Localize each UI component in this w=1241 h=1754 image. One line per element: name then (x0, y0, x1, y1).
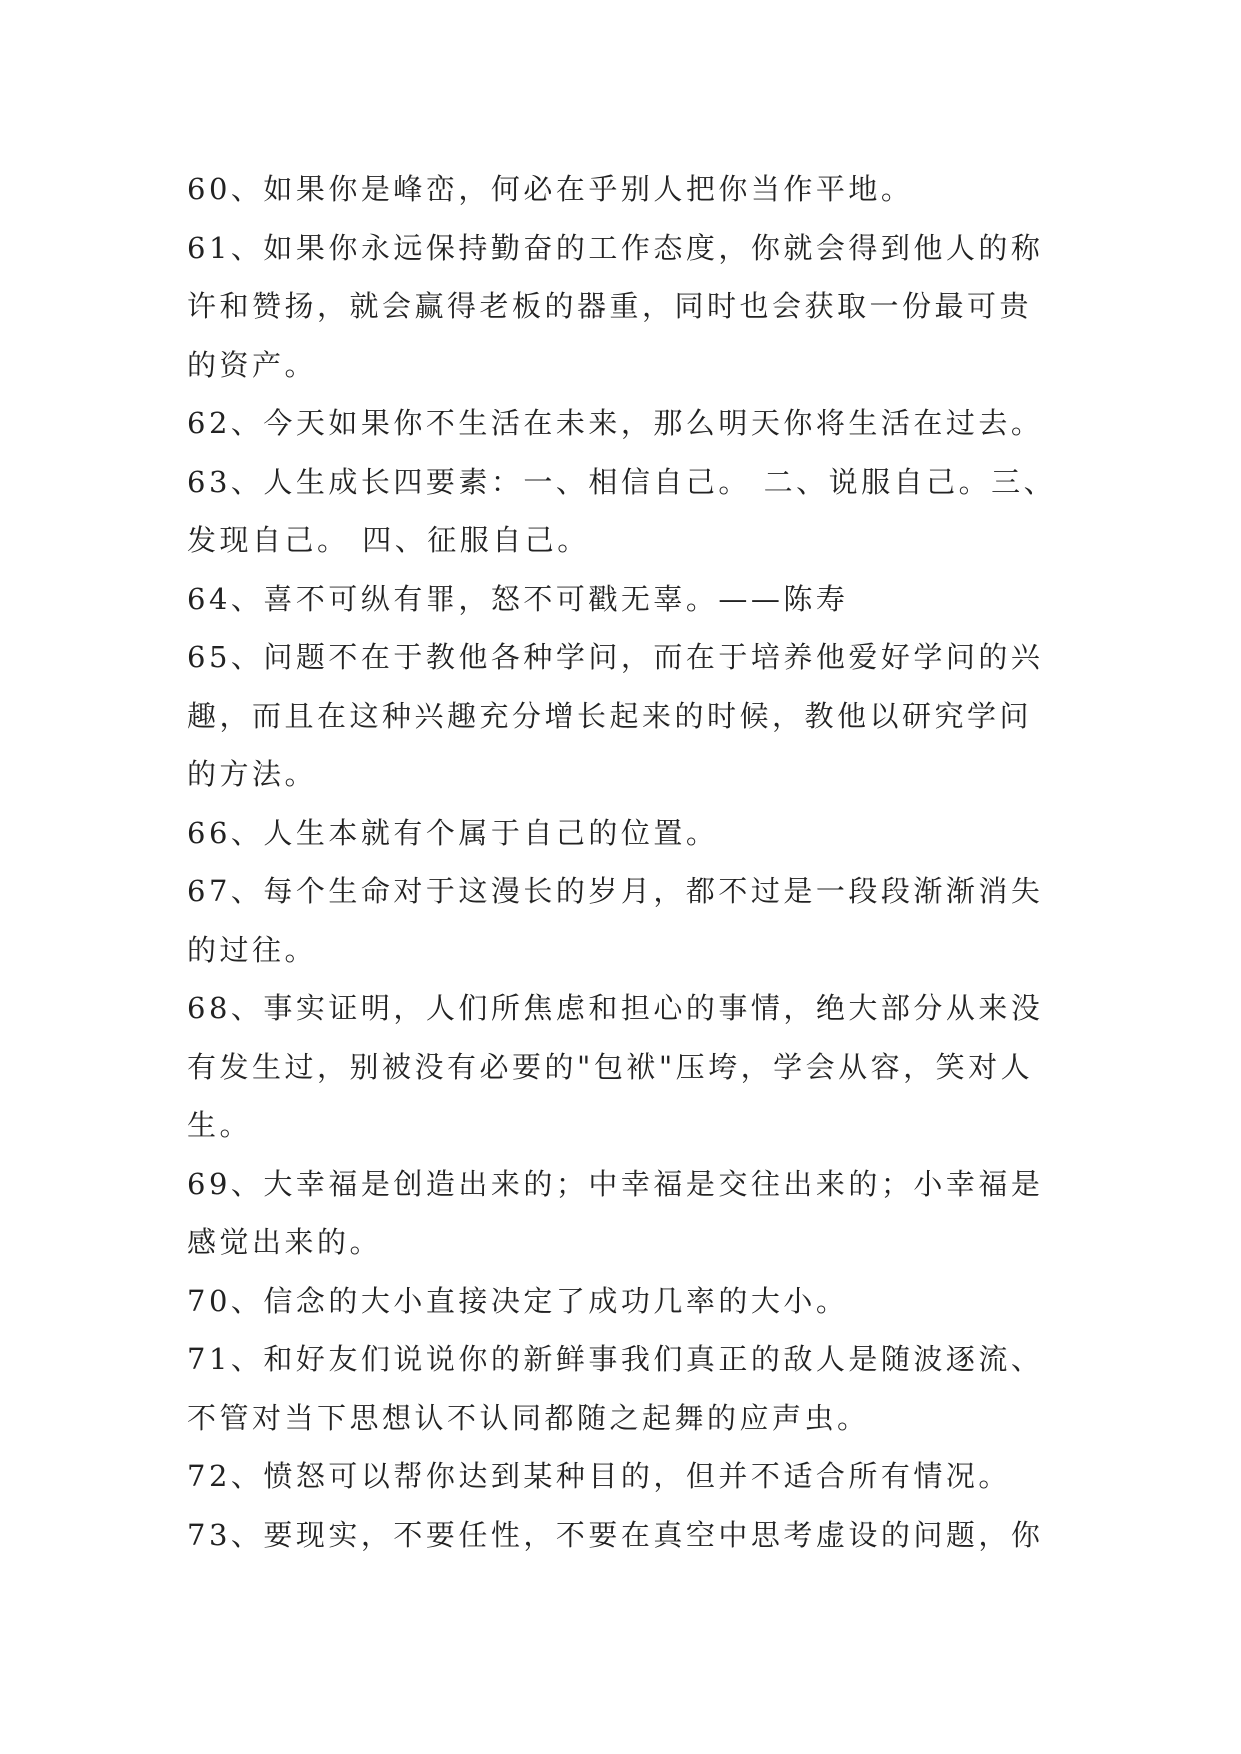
text-line: 64、喜不可纵有罪，怒不可戳无辜。——陈寿 (187, 581, 849, 616)
text-line: 66、人生本就有个属于自己的位置。 (187, 815, 719, 850)
text-line: 62、今天如果你不生活在未来，那么明天你将生活在过去。 (187, 406, 1044, 440)
text-line: 感觉出来的。 (187, 1225, 383, 1259)
text-line: 的资产。 (187, 347, 318, 382)
text-line: 生。 (187, 1108, 253, 1142)
text-line: 65、问题不在于教他各种学问，而在于培养他爱好学问的兴 (187, 640, 1044, 674)
text-line: 不管对当下思想认不认同都随之起舞的应声虫。 (187, 1400, 870, 1435)
text-line: 71、和好友们说说你的新鲜事我们真正的敌人是随波逐流、 (187, 1342, 1044, 1376)
text-line: 72、愤怒可以帮你达到某种目的，但并不适合所有情况。 (187, 1459, 1011, 1493)
text-line: 73、要现实，不要任性，不要在真空中思考虚设的问题，你 (187, 1517, 1044, 1552)
text-line: 有发生过，别被没有必要的"包袱"压垮，学会从容，笑对人 (187, 1049, 1034, 1084)
text-line: 68、事实证明，人们所焦虑和担心的事情，绝大部分从来没 (187, 991, 1044, 1025)
text-line: 的过往。 (187, 932, 318, 967)
text-line: 60、如果你是峰峦，何必在乎别人把你当作平地。 (187, 172, 914, 206)
document-page (187, 160, 1087, 1564)
text-line: 许和赞扬，就会赢得老板的器重，同时也会获取一份最可贵 (187, 289, 1033, 323)
text-line: 67、每个生命对于这漫长的岁月，都不过是一段段渐渐消失 (187, 874, 1044, 908)
text-line: 69、大幸福是创造出来的；中幸福是交往出来的；小幸福是 (187, 1166, 1044, 1201)
text-line: 61、如果你永远保持勤奋的工作态度，你就会得到他人的称 (187, 230, 1044, 265)
text-line: 63、人生成长四要素：一、相信自己。 二、说服自己。三、 (187, 464, 1057, 499)
text-line: 发现自己。 四、征服自己。 (187, 523, 590, 557)
text-line: 70、信念的大小直接决定了成功几率的大小。 (187, 1283, 849, 1318)
text-line: 趣，而且在这种兴趣充分增长起来的时候，教他以研究学问 (187, 698, 1033, 733)
text-line: 的方法。 (187, 757, 318, 791)
